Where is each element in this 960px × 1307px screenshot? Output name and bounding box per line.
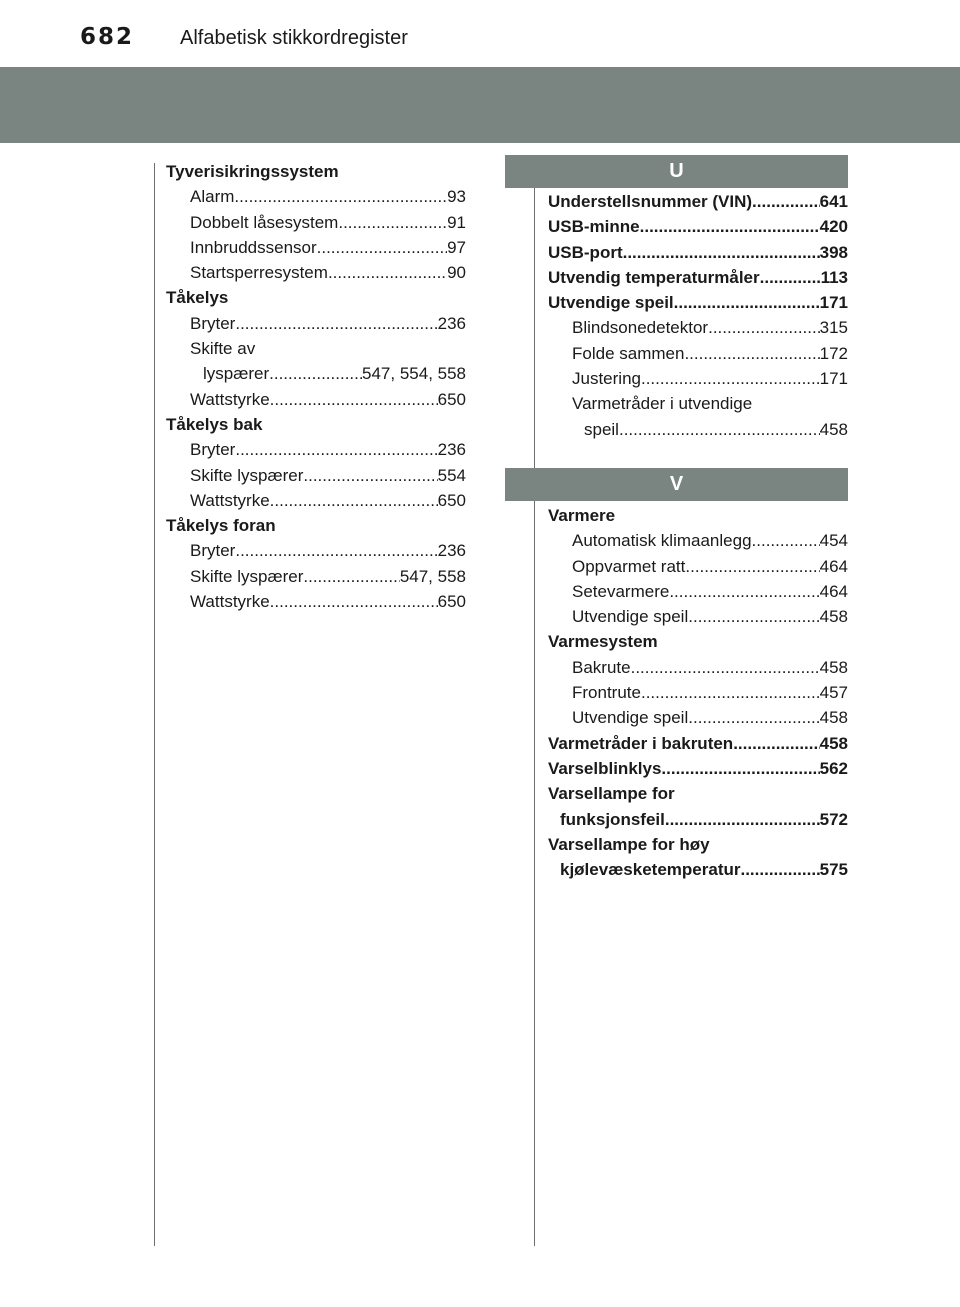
index-entry	[548, 417, 848, 442]
leader-dots	[619, 417, 820, 442]
entry-term: Varselblinklys	[548, 758, 662, 778]
entry-page: 420	[819, 217, 848, 237]
entry-page: 93	[447, 187, 466, 207]
index-entry	[166, 210, 466, 235]
entry-page: 91	[447, 212, 466, 232]
entry-term: Frontrute	[572, 683, 641, 703]
leader-dots	[270, 488, 438, 513]
column-divider-middle	[534, 163, 535, 1246]
leader-dots	[641, 680, 820, 705]
entry-term: Folde sammen	[572, 343, 685, 363]
entry-page: 171	[819, 369, 848, 389]
index-entry	[166, 538, 466, 563]
entry-page: 641	[819, 192, 848, 211]
index-entry	[166, 387, 466, 412]
leader-dots	[631, 655, 820, 680]
index-entry	[166, 260, 466, 285]
entry-term: speil	[584, 419, 619, 439]
leader-dots	[661, 756, 819, 781]
entry-term: Varmetråder i utvendige	[572, 394, 753, 414]
index-heading: Tyverisikringssystem	[166, 162, 339, 181]
index-entry	[166, 336, 466, 361]
entry-page: 547, 554, 558	[362, 364, 466, 384]
index-entry	[548, 629, 848, 654]
page-title: Alfabetisk stikkordregister	[180, 27, 408, 49]
column-divider-left	[154, 163, 155, 1246]
index-heading: Tåkelys foran	[166, 516, 276, 536]
entry-term: Understellsnummer (VIN)	[548, 192, 753, 211]
entry-page: 454	[819, 531, 848, 551]
entry-page: 562	[819, 758, 848, 778]
leader-dots	[235, 538, 437, 563]
index-entry	[166, 235, 466, 260]
section-letter-u: U	[505, 155, 848, 188]
index-entry	[548, 503, 848, 528]
index-entry	[548, 341, 848, 366]
entry-term: Varmetråder i bakruten	[548, 733, 734, 753]
entry-page: 458	[819, 708, 848, 728]
index-column-right-v	[548, 503, 848, 882]
entry-term: Dobbelt låsesystem	[190, 212, 339, 232]
entry-page: 90	[447, 263, 466, 283]
leader-dots	[270, 387, 438, 412]
index-entry	[548, 265, 848, 290]
leader-dots	[752, 189, 820, 214]
index-entry	[548, 781, 848, 806]
entry-term: Startsperresystem	[190, 263, 328, 283]
entry-term: Setevarmere	[572, 581, 670, 601]
leader-dots	[740, 857, 819, 882]
leader-dots	[317, 235, 447, 260]
entry-page: 113	[820, 267, 848, 287]
entry-term: Bakrute	[572, 657, 631, 677]
entry-term: Automatisk klimaanlegg	[572, 531, 752, 551]
leader-dots	[269, 361, 362, 386]
entry-term: lyspærer	[203, 364, 270, 384]
index-entry	[166, 463, 466, 488]
index-entry	[548, 214, 848, 239]
entry-term: Utvendige speil	[572, 607, 689, 627]
entry-term: funksjonsfeil	[560, 809, 665, 829]
leader-dots	[733, 731, 819, 756]
entry-term: Utvendige speil	[572, 708, 689, 728]
entry-page: 315	[819, 318, 848, 338]
leader-dots	[234, 184, 447, 209]
index-entry	[548, 554, 848, 579]
section-letter-v: V	[505, 468, 848, 501]
entry-page: 458	[819, 607, 848, 627]
index-entry	[548, 290, 848, 315]
index-column-left	[166, 159, 466, 614]
leader-dots	[641, 366, 820, 391]
entry-page: 575	[819, 860, 848, 880]
entry-term: Justering	[572, 369, 641, 389]
leader-dots	[665, 807, 820, 832]
leader-dots	[235, 311, 437, 336]
leader-dots	[688, 604, 819, 629]
entry-page: 236	[437, 541, 466, 561]
entry-page: 464	[819, 581, 848, 601]
entry-page: 457	[819, 683, 848, 703]
index-entry	[548, 189, 848, 214]
leader-dots	[303, 463, 437, 488]
entry-page: 458	[819, 733, 848, 753]
leader-dots	[674, 290, 820, 315]
index-entry	[548, 731, 848, 756]
entry-term: Utvendige speil	[548, 293, 674, 313]
leader-dots	[640, 214, 820, 239]
entry-term: Bryter	[190, 541, 236, 561]
entry-term: Wattstyrke	[190, 389, 270, 409]
index-entry	[548, 604, 848, 629]
index-entry	[548, 680, 848, 705]
entry-term: Skifte av	[190, 339, 256, 359]
index-entry	[166, 564, 466, 589]
index-entry	[548, 366, 848, 391]
entry-term: Blindsonedetektor	[572, 318, 709, 338]
entry-term: Utvendig temperaturmåler	[548, 267, 760, 287]
entry-page: 171	[819, 293, 848, 313]
leader-dots	[338, 210, 447, 235]
index-entry	[166, 488, 466, 513]
index-column-right-u	[548, 189, 848, 442]
entry-page: 554	[437, 465, 466, 485]
index-entry	[548, 240, 848, 265]
index-entry	[166, 589, 466, 614]
entry-term: Bryter	[190, 313, 236, 333]
entry-term: Wattstyrke	[190, 490, 270, 510]
leader-dots	[328, 260, 447, 285]
index-entry	[548, 832, 848, 857]
index-entry	[548, 391, 848, 416]
leader-dots	[684, 341, 819, 366]
entry-term: kjølevæsketemperatur	[560, 860, 741, 880]
entry-term: Bryter	[190, 440, 236, 460]
header-band	[0, 67, 960, 143]
entry-term: Skifte lyspærer	[190, 465, 304, 485]
index-heading: Tåkelys bak	[166, 414, 263, 434]
entry-page: 547, 558	[399, 566, 466, 586]
leader-dots	[270, 589, 438, 614]
entry-term: USB-minne	[548, 217, 640, 237]
index-entry	[548, 756, 848, 781]
index-entry	[166, 311, 466, 336]
leader-dots	[623, 240, 820, 265]
entry-term: Wattstyrke	[190, 592, 270, 612]
entry-term: Varsellampe for høy	[548, 834, 710, 854]
leader-dots	[760, 265, 821, 290]
leader-dots	[752, 528, 820, 553]
entry-term: Varmere	[548, 506, 616, 525]
index-heading: Tåkelys	[166, 288, 229, 308]
entry-page: 236	[437, 440, 466, 460]
entry-term: USB-port	[548, 242, 623, 262]
entry-term: Innbruddssensor	[190, 237, 317, 257]
entry-page: 650	[437, 592, 466, 612]
entry-page: 572	[819, 809, 848, 829]
leader-dots	[685, 554, 819, 579]
index-entry	[166, 437, 466, 462]
entry-page: 398	[819, 242, 848, 262]
index-entry	[548, 579, 848, 604]
index-entry	[166, 361, 466, 386]
entry-page: 97	[447, 237, 466, 257]
entry-term: Skifte lyspærer	[190, 566, 304, 586]
leader-dots	[708, 315, 820, 340]
index-entry	[548, 807, 848, 832]
entry-page: 458	[819, 419, 848, 439]
entry-term: Varmesystem	[548, 632, 658, 652]
entry-page: 236	[437, 313, 466, 333]
index-entry	[548, 315, 848, 340]
index-entry	[548, 528, 848, 553]
leader-dots	[669, 579, 819, 604]
leader-dots	[303, 564, 399, 589]
entry-term: Oppvarmet ratt	[572, 556, 686, 576]
leader-dots	[235, 437, 437, 462]
index-entry	[548, 655, 848, 680]
page-number: 682	[80, 24, 135, 50]
index-entry	[166, 184, 466, 209]
entry-page: 172	[819, 343, 848, 363]
leader-dots	[688, 705, 819, 730]
index-entry	[548, 857, 848, 882]
entry-page: 650	[437, 389, 466, 409]
index-entry	[548, 705, 848, 730]
entry-page: 650	[437, 490, 466, 510]
entry-page: 458	[819, 657, 848, 677]
entry-term: Alarm	[190, 187, 235, 207]
entry-term: Varsellampe for	[548, 784, 675, 804]
entry-page: 464	[819, 556, 848, 576]
